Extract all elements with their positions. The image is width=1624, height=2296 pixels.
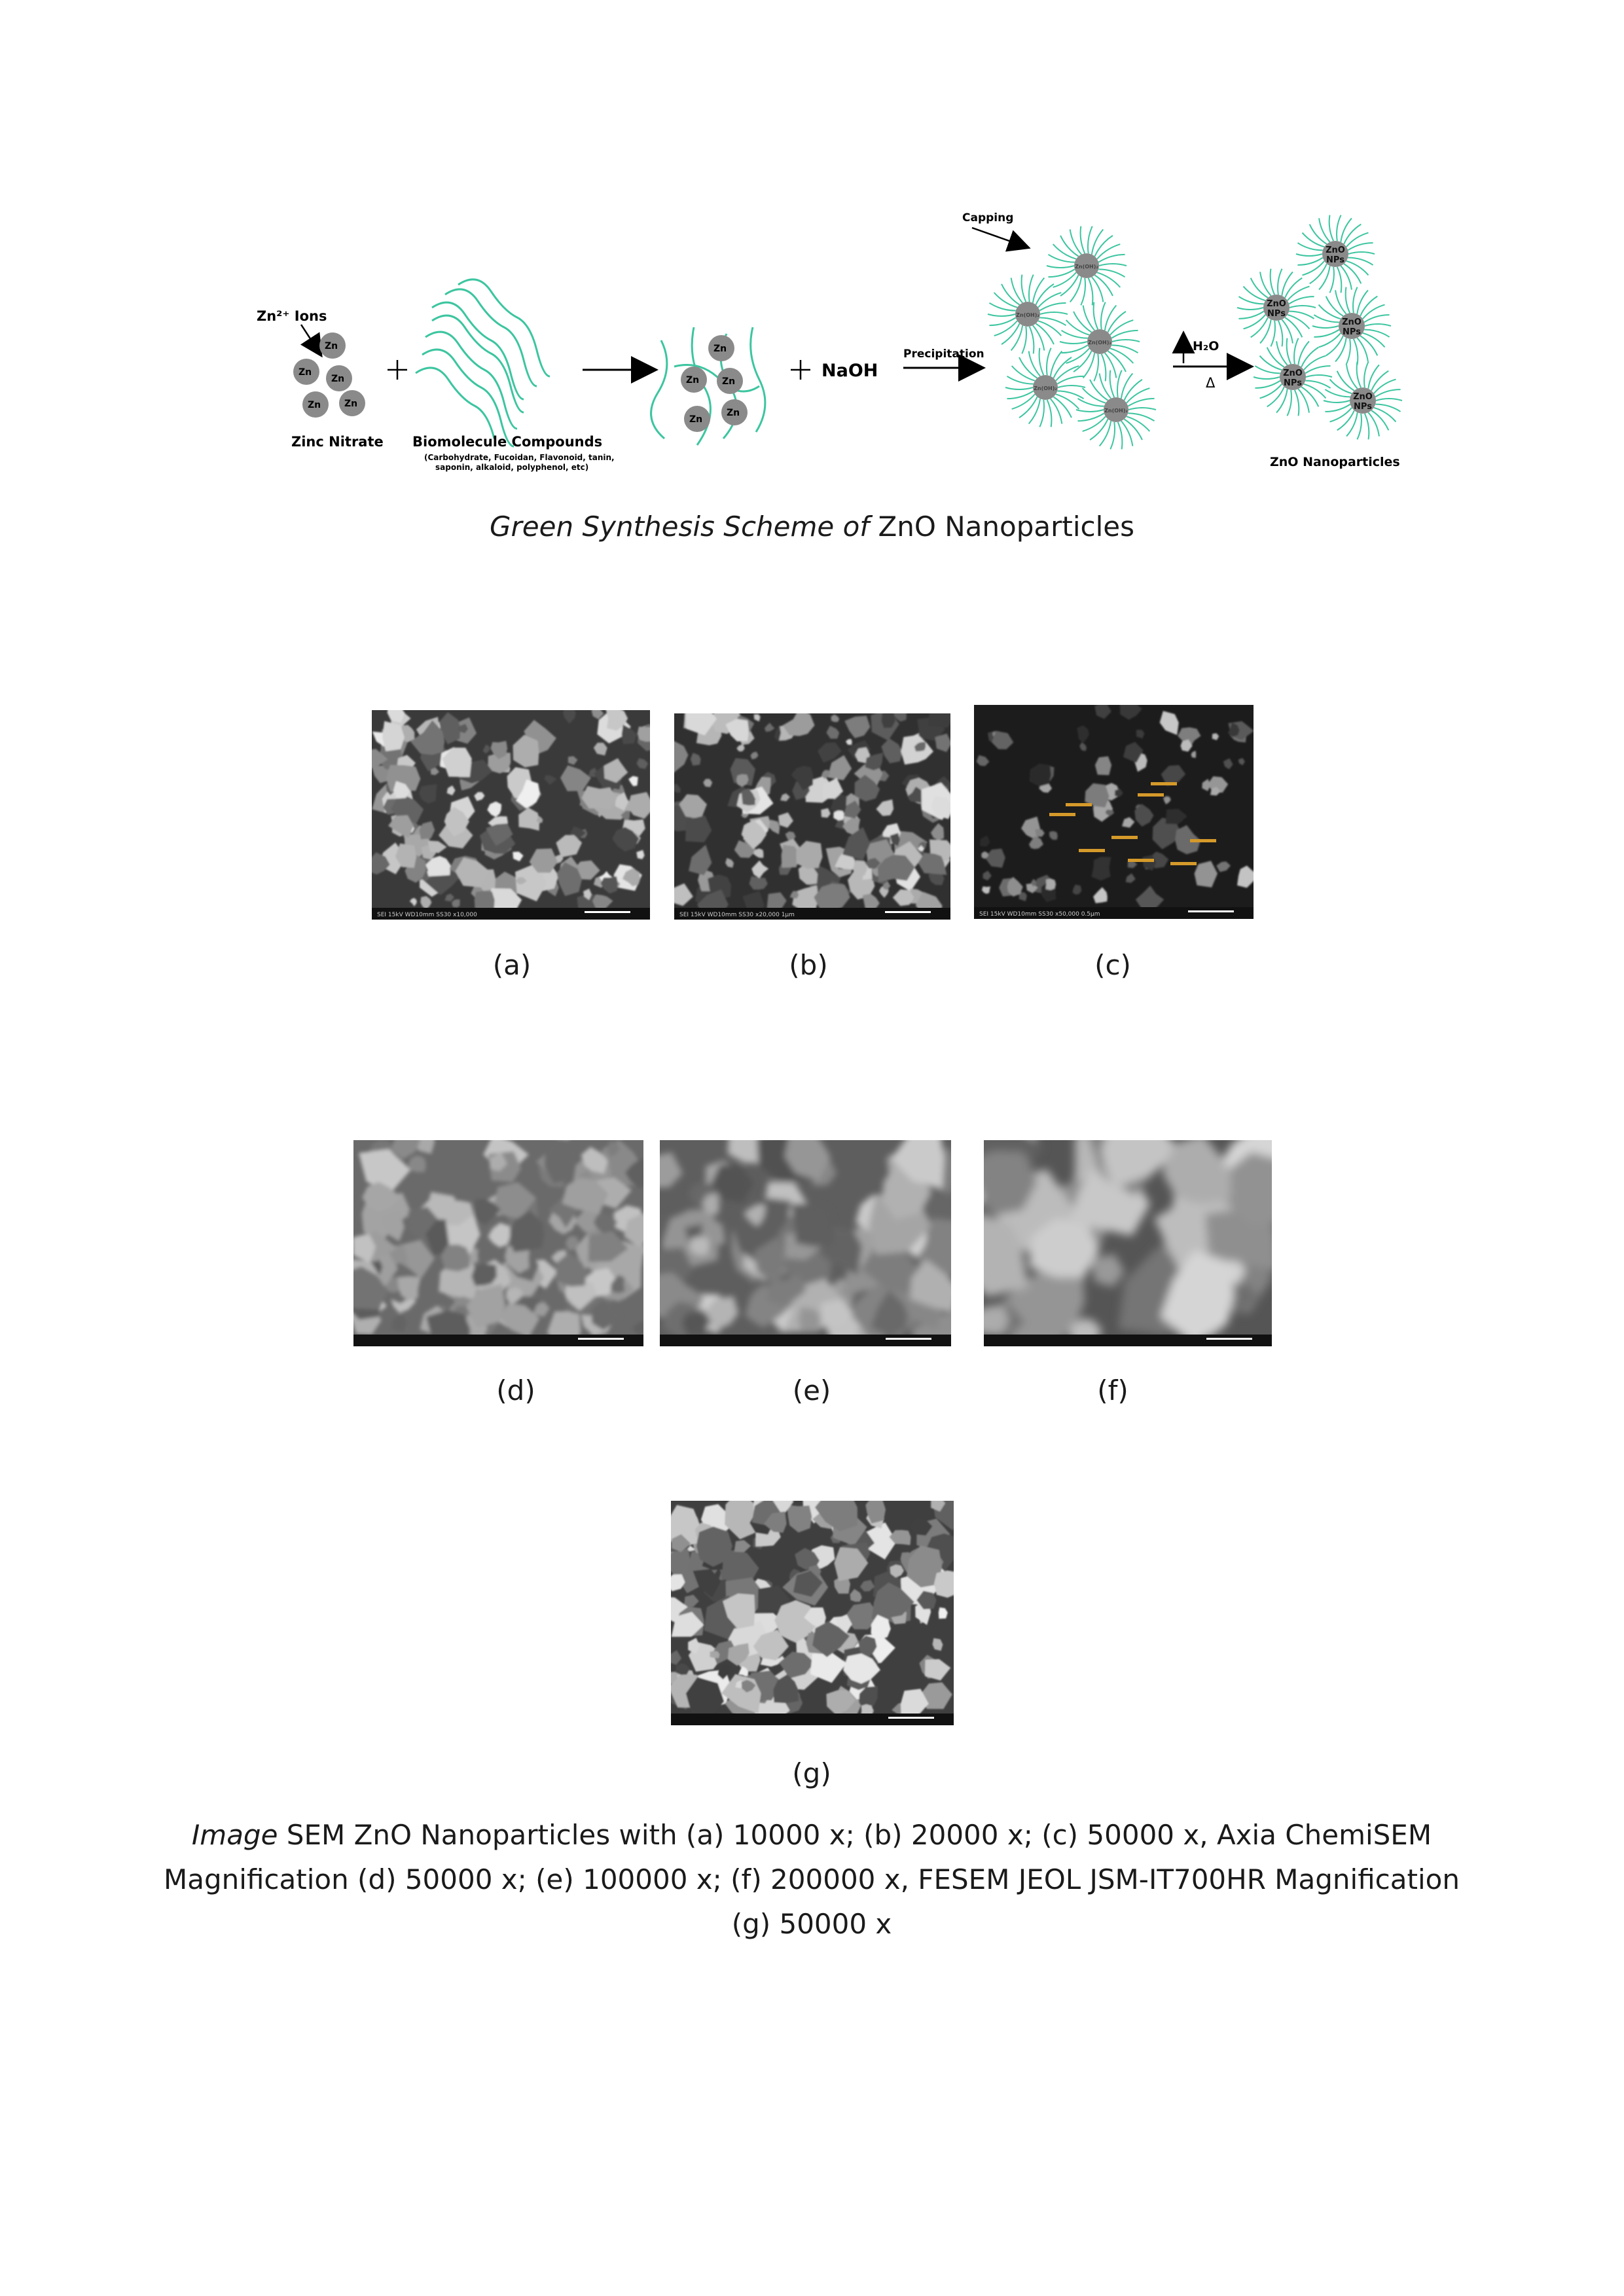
svg-text:SEI 15kV WD10mm SS30 x: SEI 15kV WD10mm SS30 x50,000 0.5μm: [979, 911, 1100, 918]
svg-text:Zn(OH)₂: Zn(OH)₂: [1034, 386, 1057, 391]
biomolecule-list-1: (Carbohydrate, Fucoidan, Flavonoid, tanin,: [424, 453, 615, 462]
figure1-caption: [0, 512, 1624, 542]
svg-text:NPs: NPs: [1354, 402, 1372, 412]
zno-nanoparticles-group: [1237, 215, 1402, 440]
biomolecule-list-2: saponin, alkaloid, polyphenol, etc): [435, 463, 589, 472]
svg-text:Zn: Zn: [686, 375, 700, 386]
sem-texture-g: [671, 1501, 954, 1725]
figure2-caption-line2: Magnification (d) 50000 x; (e) 100000 x; (f) 200000 x, FESEM JEOL JSM-IT700HR Magnification: [164, 1863, 1460, 1895]
svg-text:NPs: NPs: [1326, 255, 1344, 265]
svg-text:ZnO: ZnO: [1353, 392, 1373, 402]
sem-image-d: [353, 1140, 643, 1346]
capped-particles: [988, 226, 1156, 450]
svg-text:ZnO: ZnO: [1267, 299, 1286, 309]
zinc-nitrate-label: Zinc Nitrate: [291, 434, 384, 450]
delta-label: Δ: [1206, 375, 1216, 391]
svg-text:NPs: NPs: [1284, 378, 1302, 388]
panel-label-a: (a): [492, 949, 532, 981]
figure2-caption-line3: (g) 50000 x: [731, 1908, 892, 1940]
biomolecule-title: Biomolecule Compounds: [412, 434, 603, 450]
svg-text:Zn: Zn: [344, 399, 358, 409]
biomolecule-strands: [416, 279, 550, 446]
capping-label: Capping: [962, 211, 1014, 224]
figure1-caption-italic: Green Synthesis Scheme of: [489, 511, 870, 543]
svg-text:Zn: Zn: [331, 374, 345, 384]
sem-texture-c: [974, 705, 1254, 919]
svg-text:Zn(OH)₂: Zn(OH)₂: [1104, 408, 1128, 414]
figure2-caption-line1: [164, 1813, 1460, 1857]
svg-text:ZnO: ZnO: [1326, 245, 1345, 255]
sem-texture-e: [660, 1140, 951, 1346]
panel-label-e: (e): [792, 1374, 831, 1407]
figure1-caption-normal: ZnO Nanoparticles: [878, 511, 1135, 543]
sem-texture-a: [372, 710, 650, 920]
svg-text:Zn: Zn: [308, 400, 321, 410]
sem-image-e: [660, 1140, 951, 1346]
figure2-caption-line1-text: SEM ZnO Nanoparticles with (a) 10000 x; (b) 20000 x; (c) 50000 x, Axia ChemiSEM: [278, 1819, 1432, 1851]
panel-label-b: (b): [789, 949, 828, 981]
panel-label-f: (f): [1097, 1374, 1128, 1407]
naoh-label: NaOH: [821, 361, 878, 381]
svg-text:Zn: Zn: [689, 414, 703, 425]
sem-image-f: [984, 1140, 1272, 1346]
zn-ions-label: Zn²⁺ Ions: [257, 308, 327, 324]
svg-text:Zn: Zn: [713, 344, 727, 354]
svg-text:NPs: NPs: [1343, 327, 1361, 337]
sem-image-g: [671, 1501, 954, 1725]
sem-texture-f: [984, 1140, 1272, 1346]
svg-text:Zn: Zn: [727, 408, 740, 418]
sem-texture-d: [353, 1140, 643, 1346]
heating-arrow-group: [1173, 334, 1250, 391]
svg-text:Zn: Zn: [298, 367, 312, 378]
figure2-caption-italic: Image: [191, 1819, 278, 1851]
svg-text:SEI 15kV WD10mm SS30 x: SEI 15kV WD10mm SS30 x10,000: [377, 912, 477, 918]
svg-text:Zn(OH)₂: Zn(OH)₂: [1088, 340, 1111, 346]
sem-image-c: [974, 705, 1254, 919]
zinc-ion-cluster: [293, 332, 365, 418]
svg-text:Zn(OH)₂: Zn(OH)₂: [1075, 264, 1098, 270]
svg-text:NPs: NPs: [1267, 309, 1286, 319]
panel-label-d: (d): [496, 1374, 535, 1407]
panel-label-g: (g): [792, 1757, 831, 1789]
svg-text:Zn(OH)₂: Zn(OH)₂: [1016, 312, 1039, 318]
plus-icon-2: [791, 360, 810, 380]
svg-text:ZnO: ZnO: [1283, 368, 1303, 378]
h2o-label: H₂O: [1193, 339, 1219, 353]
synthesis-scheme: [236, 203, 1440, 484]
svg-text:SEI 15kV WD10mm SS30 x: SEI 15kV WD10mm SS30 x20,000 1μm: [679, 912, 795, 918]
svg-text:ZnO: ZnO: [1342, 317, 1362, 327]
sem-image-a: [372, 710, 650, 920]
sem-texture-b: [674, 713, 950, 920]
zno-nanoparticles-label: ZnO Nanoparticles: [1270, 455, 1400, 469]
svg-text:Zn: Zn: [722, 376, 736, 387]
plus-icon: [388, 360, 407, 380]
precipitation-label: Precipitation: [903, 348, 984, 361]
panel-label-c: (c): [1094, 949, 1131, 981]
svg-text:Zn: Zn: [325, 341, 338, 351]
figure2-caption: [164, 1813, 1460, 1946]
zinc-biomolecule-complex: [651, 327, 765, 445]
sem-image-b: [674, 713, 950, 920]
